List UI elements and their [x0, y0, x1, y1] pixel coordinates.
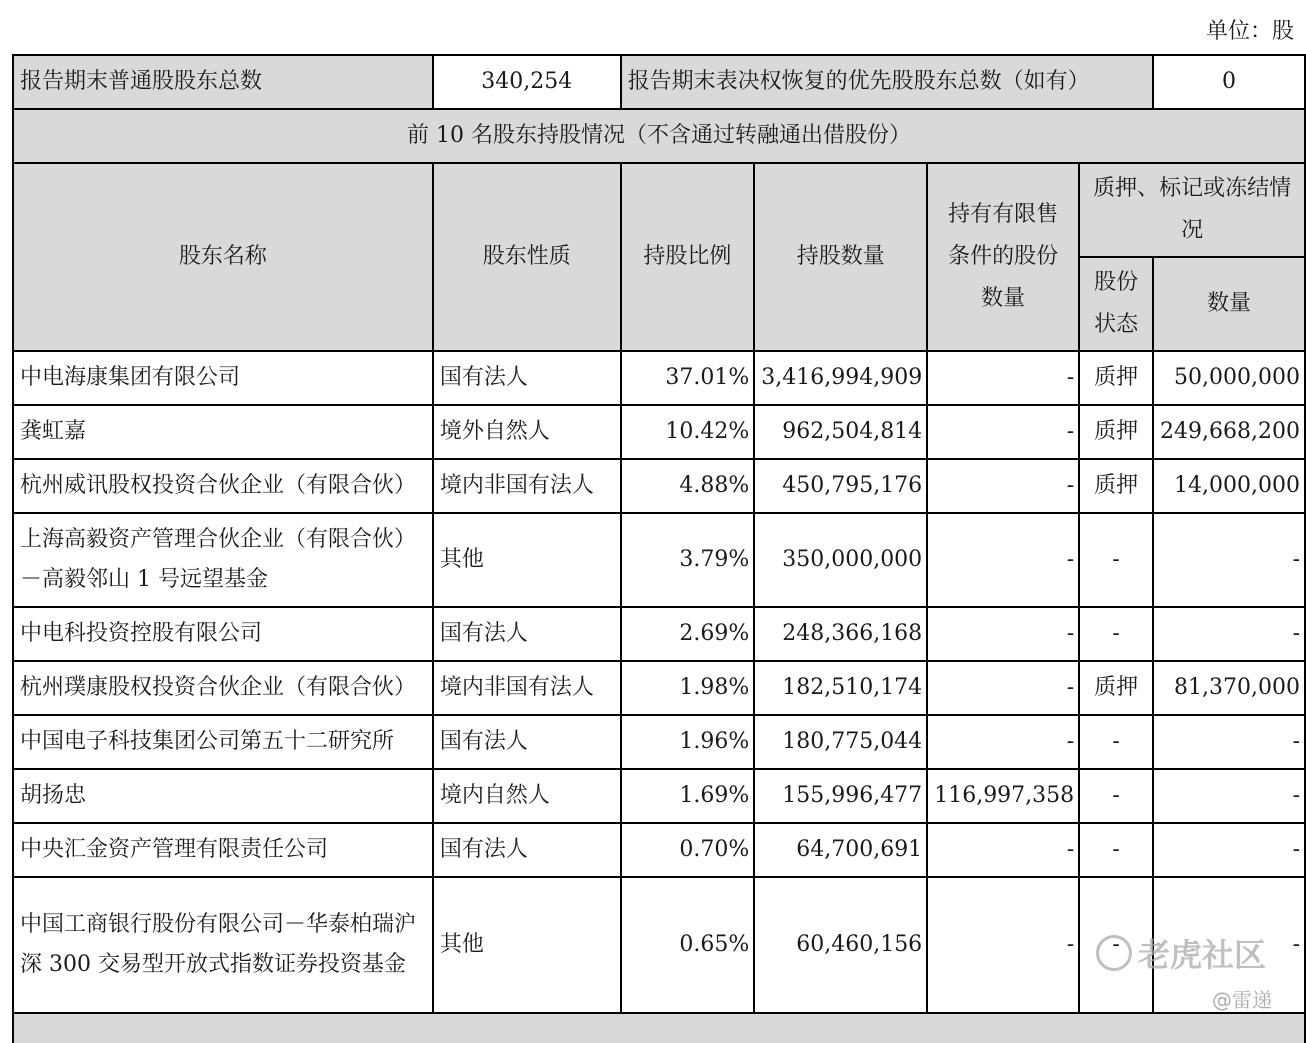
cell-nature: 国有法人 [433, 715, 621, 769]
cell-ratio: 0.65% [621, 877, 755, 1013]
cell-ratio: 2.69% [621, 607, 755, 661]
table-row [13, 661, 1305, 715]
cell-restricted: - [927, 459, 1079, 513]
cell-pledge-qty: 50,000,000 [1153, 351, 1305, 405]
cell-quantity: 182,510,174 [754, 661, 927, 715]
cell-pledge-qty: - [1153, 823, 1305, 877]
cell-ratio: 1.98% [621, 661, 755, 715]
cell-nature: 境外自然人 [433, 405, 621, 459]
cell-ratio: 0.70% [621, 823, 755, 877]
header-nature: 股东性质 [433, 163, 621, 351]
cell-nature: 国有法人 [433, 351, 621, 405]
table-row [13, 607, 1305, 661]
cell-restricted: 116,997,358 [927, 769, 1079, 823]
cell-ratio: 10.42% [621, 405, 755, 459]
section-title: 前 10 名股东持股情况（不含通过转融通出借股份） [13, 109, 1305, 163]
header-pledge-qty: 数量 [1153, 257, 1305, 351]
cell-name: 杭州威讯股权投资合伙企业（有限合伙） [13, 459, 433, 513]
cell-pledge-qty: - [1153, 877, 1305, 1013]
cell-ratio: 3.79% [621, 513, 755, 607]
cell-status: - [1079, 823, 1153, 877]
header-restricted: 持有有限售条件的股份数量 [927, 163, 1079, 351]
cell-quantity: 248,366,168 [754, 607, 927, 661]
cell-quantity: 350,000,000 [754, 513, 927, 607]
cell-status: - [1079, 715, 1153, 769]
cell-nature: 境内自然人 [433, 769, 621, 823]
table-footer-cell [13, 1013, 1305, 1043]
cell-pledge-qty: 14,000,000 [1153, 459, 1305, 513]
unit-label: 单位：股 [1205, 19, 1294, 44]
cell-pledge-qty: - [1153, 715, 1305, 769]
cell-nature: 国有法人 [433, 607, 621, 661]
cell-status: - [1079, 607, 1153, 661]
cell-ratio: 1.69% [621, 769, 755, 823]
cell-quantity: 450,795,176 [754, 459, 927, 513]
cell-name: 中电海康集团有限公司 [13, 351, 433, 405]
cell-name: 中国工商银行股份有限公司－华泰柏瑞沪深 300 交易型开放式指数证券投资基金 [13, 877, 433, 1013]
cell-status: 质押 [1079, 459, 1153, 513]
cell-pledge-qty: - [1153, 513, 1305, 607]
cell-status: - [1079, 877, 1153, 1013]
cell-nature: 境内非国有法人 [433, 661, 621, 715]
cell-quantity: 64,700,691 [754, 823, 927, 877]
header-status: 股份状态 [1079, 257, 1153, 351]
cell-pledge-qty: - [1153, 769, 1305, 823]
cell-restricted: - [927, 607, 1079, 661]
cell-restricted: - [927, 351, 1079, 405]
table-row [13, 513, 1305, 607]
header-row-1 [13, 163, 1305, 257]
header-ratio: 持股比例 [621, 163, 755, 351]
header-pledge-group: 质押、标记或冻结情况 [1079, 163, 1305, 257]
shareholder-table [12, 54, 1306, 1043]
cell-restricted: - [927, 823, 1079, 877]
cell-name: 胡扬忠 [13, 769, 433, 823]
summary-row [13, 55, 1305, 109]
cell-name: 中国电子科技集团公司第五十二研究所 [13, 715, 433, 769]
cell-pledge-qty: 249,668,200 [1153, 405, 1305, 459]
cell-status: 质押 [1079, 661, 1153, 715]
header-quantity: 持股数量 [754, 163, 927, 351]
table-row [13, 769, 1305, 823]
cell-ratio: 4.88% [621, 459, 755, 513]
table-footer-row [13, 1013, 1305, 1043]
cell-quantity: 962,504,814 [754, 405, 927, 459]
cell-restricted: - [927, 661, 1079, 715]
table-row [13, 405, 1305, 459]
table-row [13, 459, 1305, 513]
cell-ratio: 37.01% [621, 351, 755, 405]
table-row [13, 823, 1305, 877]
cell-ratio: 1.96% [621, 715, 755, 769]
cell-quantity: 180,775,044 [754, 715, 927, 769]
cell-restricted: - [927, 513, 1079, 607]
cell-status: 质押 [1079, 405, 1153, 459]
cell-restricted: - [927, 405, 1079, 459]
cell-name: 龚虹嘉 [13, 405, 433, 459]
cell-nature: 其他 [433, 877, 621, 1013]
cell-name: 中央汇金资产管理有限责任公司 [13, 823, 433, 877]
watermark-user: @雷递 [1212, 988, 1272, 1012]
table-row [13, 351, 1305, 405]
cell-quantity: 60,460,156 [754, 877, 927, 1013]
table-row [13, 715, 1305, 769]
cell-nature: 国有法人 [433, 823, 621, 877]
tiger-logo-icon [1096, 935, 1132, 971]
pref-holders-value: 0 [1153, 55, 1305, 109]
cell-name: 杭州璞康股权投资合伙企业（有限合伙） [13, 661, 433, 715]
pref-holders-label: 报告期末表决权恢复的优先股股东总数（如有） [621, 55, 1153, 109]
watermark [1096, 930, 1266, 976]
cell-name: 上海高毅资产管理合伙企业（有限合伙）－高毅邻山 1 号远望基金 [13, 513, 433, 607]
cell-nature: 境内非国有法人 [433, 459, 621, 513]
common-holders-label: 报告期末普通股股东总数 [13, 55, 433, 109]
cell-status: - [1079, 769, 1153, 823]
cell-nature: 其他 [433, 513, 621, 607]
cell-status: 质押 [1079, 351, 1153, 405]
cell-status: - [1079, 513, 1153, 607]
cell-pledge-qty: - [1153, 607, 1305, 661]
cell-quantity: 3,416,994,909 [754, 351, 927, 405]
section-title-row [13, 109, 1305, 163]
cell-restricted: - [927, 715, 1079, 769]
watermark-brand: 老虎社区 [1138, 936, 1267, 974]
cell-name: 中电科投资控股有限公司 [13, 607, 433, 661]
cell-quantity: 155,996,477 [754, 769, 927, 823]
cell-pledge-qty: 81,370,000 [1153, 661, 1305, 715]
header-name: 股东名称 [13, 163, 433, 351]
common-holders-value: 340,254 [433, 55, 621, 109]
cell-restricted: - [927, 877, 1079, 1013]
